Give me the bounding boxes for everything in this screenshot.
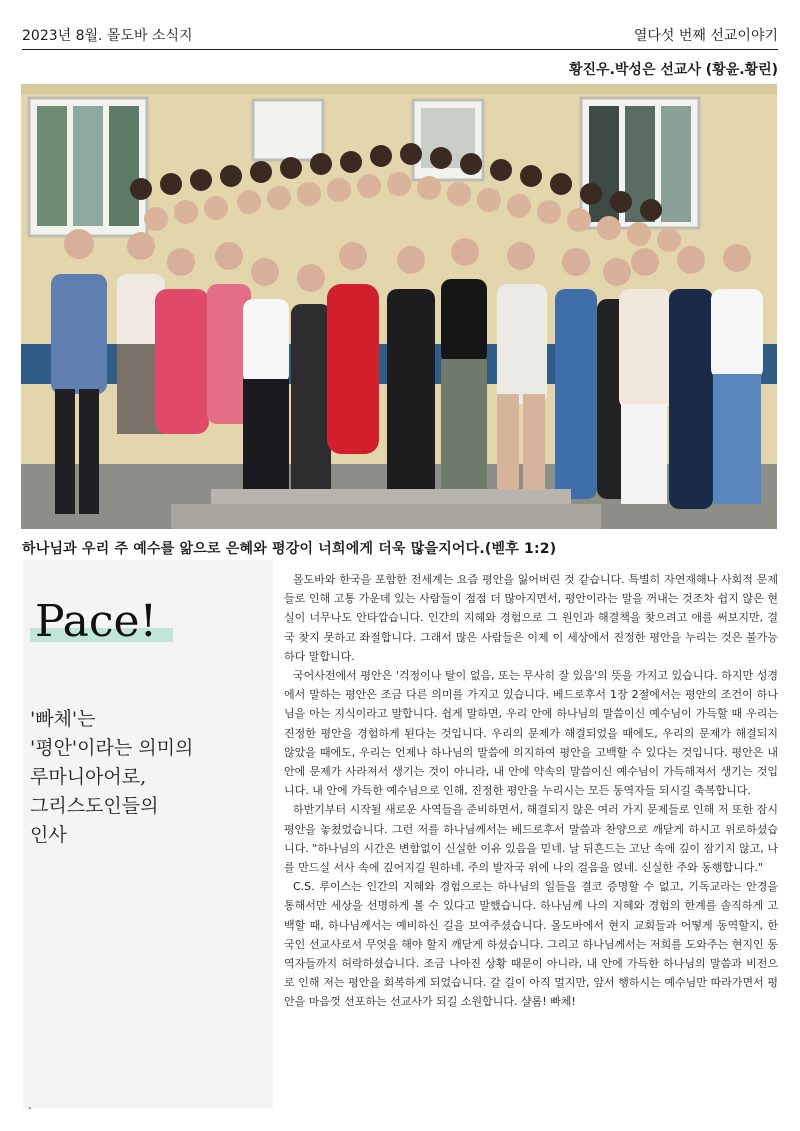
article-paragraph: C.S. 루이스는 인간의 지혜와 경험으로는 하나님의 일들을 결코 증명할 수 없고, 기독교라는 안경을 통해서만 세상을 선명하게 볼 수 있다고 말했습니다. 하나님께 나의 지혜와 경험의 한계를 솔직하게 고백할 때, 하나님께서는 예비하신 길을 보여주셨습니다. 몰도바에서 현지 교회들과 어떻게 동역할지, 한국인 선교사로서 무엇을 해야 할지 깨닫게 하셨습니다. 그리고 하나님께서는 저희를 도와주는 현지인 동역자들까지 허락하셨습니다. 조금 나아진 상황 때문이 아니라, 내 안에 가득한 하나님의 말씀과 비전으로 인해 저는 평안을 회복하게 되었습니다. 갈 길이 아직 멀지만, 앞서 행하시는 예수님만 따라가면서 평안을 마음껏 선포하는 선교사가 되길 소원합니다. 샬롬! 빠체! — [284, 880, 778, 1009]
article-paragraph: 몰도바와 한국을 포함한 전세계는 요즘 평안을 잃어버린 것 같습니다. 특별히 자연재해나 사회적 문제들로 인해 고통 가운데 있는 사람들이 점점 더 많아지면서, 평안이라는 말을 꺼내는 것조차 쉽지 않은 현실이 너무나도 안타깝습니다. 인간의 지혜와 경험으로 그 원인과 해결책을 찾으려고 애를 써보지만, 결국 찾지 못하고 좌절합니다. 그래서 많은 사람들은 이제 이 세상에서 진정한 평안을 누리는 것은 불가능하다 말합니다. — [284, 573, 778, 663]
sidebar-title: Pace! — [35, 596, 158, 647]
group-photo — [21, 84, 777, 529]
newsletter-header — [22, 22, 778, 50]
issue-title: 열다섯 번째 선교이야기 — [633, 28, 778, 44]
issue-date: 2023년 8월. 몰도바 소식지 — [22, 28, 193, 44]
authors-line: 황진우.박성은 선교사 (황윤.황린) — [569, 62, 778, 78]
article-paragraph: 국어사전에서 평안은 '걱정이나 탈이 없음, 또는 무사히 잘 있음'의 뜻을 가지고 있습니다. 하지만 성경에서 말하는 평안은 조금 다른 의미를 가지고 있습니다. 베드로후서 1장 2절에서는 평안의 조건이 하나님을 아는 지식이라고 말합니다. 쉽게 말하면, 우리 안에 하나님의 말씀이신 예수님이 가득할 때 우리는 진정한 평안을 경험하게 된다는 것입니다. 우리의 문제가 해결되었을 때에도, 우리의 문제가 해결되지 않았을 때에도, 우리는 언제나 하나님의 말씀에 의지하여 평안을 고백할 수 있다는 것입니다. 평안은 내 안에 문제가 사라져서 생기는 것이 아니라, 내 안에 약속의 말씀이신 예수님이 가득해져서 생기는 것입니다. 내 안에 가득한 예수님으로 인해, 진정한 평안을 누리시는 모든 동역자들 되시길 축복합니다. — [284, 669, 778, 798]
article-body — [284, 570, 778, 1012]
bible-verse: 하나님과 우리 주 예수를 앎으로 은혜와 평강이 너희에게 더욱 많을지어다.(벧후 1:2) — [22, 541, 557, 557]
article-paragraph: 하반기부터 시작될 새로운 사역들을 준비하면서, 해결되지 않은 여러 가지 문제들로 인해 저 또한 잠시 평안을 놓쳤었습니다. 그런 저를 하나님께서는 베드로후서 말씀과 찬양으로 깨닫게 하시고 위로하셨습니다. "하나님의 시간은 변함없이 신실한 이유 있음을 믿네. 날 뒤흔드는 고난 속에 깊이 잠기지 않고, 나를 만드실 서사 속에 깊어지길 원하네. 주의 발자국 위에 나의 걸음을 얹네. 신실한 주와 동행합니다." — [284, 803, 778, 875]
stray-dot: . — [28, 1098, 32, 1112]
group-photo-illustration — [21, 84, 777, 529]
sidebar-description: '빠체'는 '평안'이라는 의미의 루마니아어로, 그리스도인들의 인사 — [30, 708, 194, 846]
